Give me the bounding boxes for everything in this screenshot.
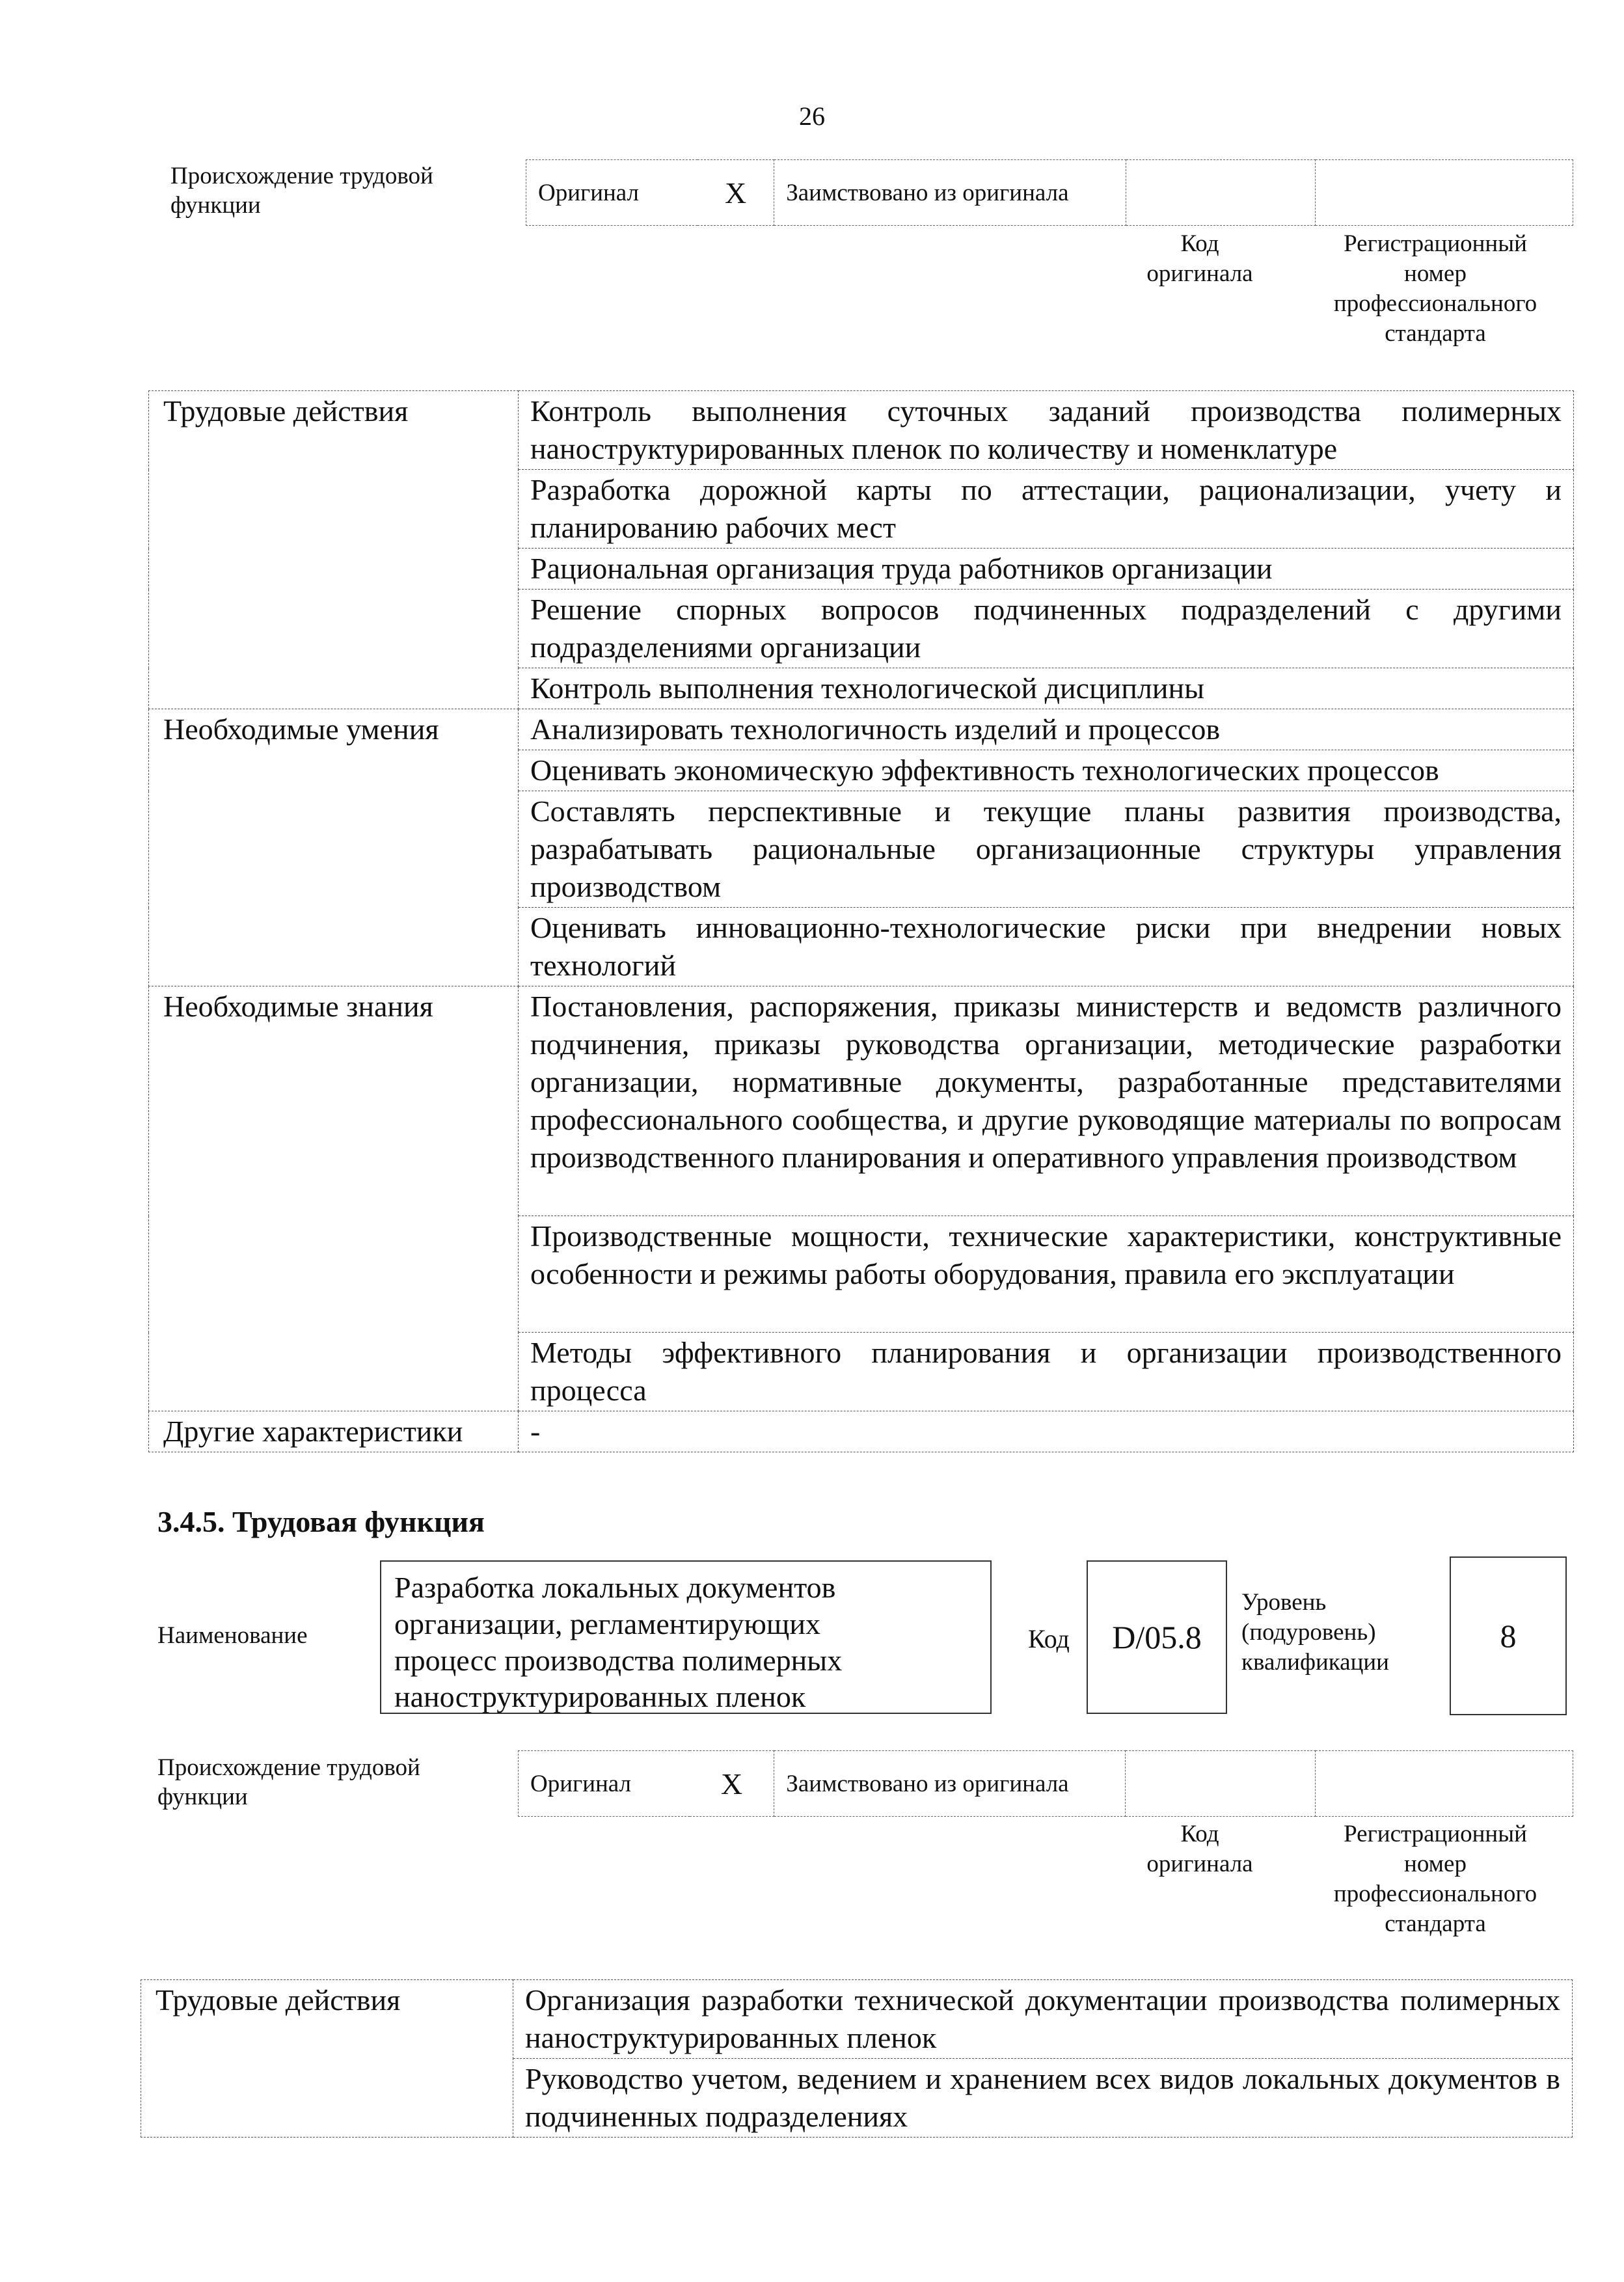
caption-line: Регистрационный xyxy=(1344,1821,1527,1847)
caption-registration-number xyxy=(1297,1819,1573,1939)
row-label-required-knowledge: Необходимые знания xyxy=(149,986,519,1411)
function-name-line: процесс производства полимерных xyxy=(394,1644,843,1677)
original-cell: Оригинал xyxy=(519,1751,690,1817)
origin-label-line: функции xyxy=(157,1784,248,1810)
function-name-line: наноструктурированных пленок xyxy=(394,1680,806,1713)
caption-line: стандарта xyxy=(1385,1910,1486,1937)
labor-action-item: Решение спорных вопросов подчиненных подразделений с другими подразделениями организации xyxy=(519,590,1574,668)
code-box: D/05.8 xyxy=(1087,1560,1227,1714)
row-label-labor-actions: Трудовые действия xyxy=(141,1980,513,2138)
caption-original-code xyxy=(1102,229,1297,289)
registration-number-cell xyxy=(1316,160,1573,226)
row-label-other-characteristics: Другие характеристики xyxy=(149,1411,519,1452)
labor-function-table xyxy=(148,390,1574,1452)
qualification-level-box: 8 xyxy=(1450,1556,1567,1715)
required-knowledge-item: Производственные мощности, технические характеристики, конструктивные особенности и режимы работы оборудования, правила его эксплуатации xyxy=(519,1216,1574,1333)
original-cell: Оригинал xyxy=(526,160,697,226)
origin-label xyxy=(170,161,433,220)
required-knowledge-item: Постановления, распоряжения, приказы министерств и ведомств различного подчинения, приказы руководства организации, методические разработки организации, нормативные документы, разработанные представителями профессионального сообщества, и другие руководящие материалы по вопросам производственного планирования и оперативного управления производством xyxy=(519,986,1574,1216)
function-name-line: Разработка локальных документов xyxy=(394,1571,836,1604)
row-label-labor-actions: Трудовые действия xyxy=(149,391,519,709)
section-heading: 3.4.5. Трудовая функция xyxy=(157,1505,485,1538)
caption-line: оригинала xyxy=(1146,1851,1253,1877)
origin-label-line: функции xyxy=(170,192,261,219)
caption-registration-number xyxy=(1297,229,1573,349)
level-label-line: Уровень xyxy=(1241,1589,1327,1616)
origin-label-line: Происхождение трудовой xyxy=(170,163,433,189)
level-label-line: (подуровень) xyxy=(1241,1619,1376,1646)
origin-label-line: Происхождение трудовой xyxy=(157,1754,420,1781)
required-skill-item: Анализировать технологичность изделий и процессов xyxy=(519,709,1574,750)
original-code-cell xyxy=(1126,160,1316,226)
required-skill-item: Оценивать инновационно-технологические риски при внедрении новых технологий xyxy=(519,908,1574,986)
caption-line: оригинала xyxy=(1146,260,1253,287)
other-characteristics-item: - xyxy=(519,1411,1574,1452)
origin-table xyxy=(526,159,1573,226)
original-code-cell xyxy=(1126,1751,1315,1817)
name-label: Наименование xyxy=(157,1622,308,1649)
caption-line: Регистрационный xyxy=(1344,230,1527,257)
required-skill-item: Оценивать экономическую эффективность технологических процессов xyxy=(519,750,1574,791)
caption-line: Код xyxy=(1180,1821,1219,1847)
labor-action-item: Разработка дорожной карты по аттестации, рационализации, учету и планированию рабочих мест xyxy=(519,470,1574,549)
registration-number-cell xyxy=(1315,1751,1573,1817)
function-name-box xyxy=(380,1560,992,1714)
function-name-line: организации, регламентирующих xyxy=(394,1607,820,1640)
caption-line: Код xyxy=(1180,230,1219,257)
level-label-line: квалификации xyxy=(1241,1649,1389,1676)
required-knowledge-item: Методы эффективного планирования и организации производственного процесса xyxy=(519,1333,1574,1411)
caption-line: профессионального xyxy=(1333,1881,1537,1907)
labor-action-item: Контроль выполнения технологической дисциплины xyxy=(519,668,1574,709)
borrowed-cell: Заимствовано из оригинала xyxy=(774,160,1126,226)
original-mark: X xyxy=(690,1751,774,1817)
original-mark: X xyxy=(697,160,774,226)
required-skill-item: Составлять перспективные и текущие планы развития производства, разрабатывать рациональные организационные структуры управления производством xyxy=(519,791,1574,908)
labor-action-item: Организация разработки технической документации производства полимерных наноструктурированных пленок xyxy=(513,1980,1573,2059)
labor-action-item: Рациональная организация труда работников организации xyxy=(519,549,1574,590)
caption-original-code xyxy=(1102,1819,1297,1879)
labor-function-table-2 xyxy=(141,1979,1573,2138)
caption-line: номер xyxy=(1404,1851,1467,1877)
code-label: Код xyxy=(1028,1624,1070,1653)
caption-line: профессионального xyxy=(1333,290,1537,317)
borrowed-cell: Заимствовано из оригинала xyxy=(774,1751,1126,1817)
page-number: 26 xyxy=(799,102,825,131)
qualification-level-label xyxy=(1241,1588,1389,1678)
origin-table xyxy=(518,1750,1573,1817)
labor-action-item: Руководство учетом, ведением и хранением всех видов локальных документов в подчиненных подразделениях xyxy=(513,2059,1573,2138)
origin-label xyxy=(157,1753,420,1812)
row-label-required-skills: Необходимые умения xyxy=(149,709,519,986)
caption-line: номер xyxy=(1404,260,1467,287)
caption-line: стандарта xyxy=(1385,320,1486,347)
labor-action-item: Контроль выполнения суточных заданий производства полимерных наноструктурированных пленок по количеству и номенклатуре xyxy=(519,391,1574,470)
